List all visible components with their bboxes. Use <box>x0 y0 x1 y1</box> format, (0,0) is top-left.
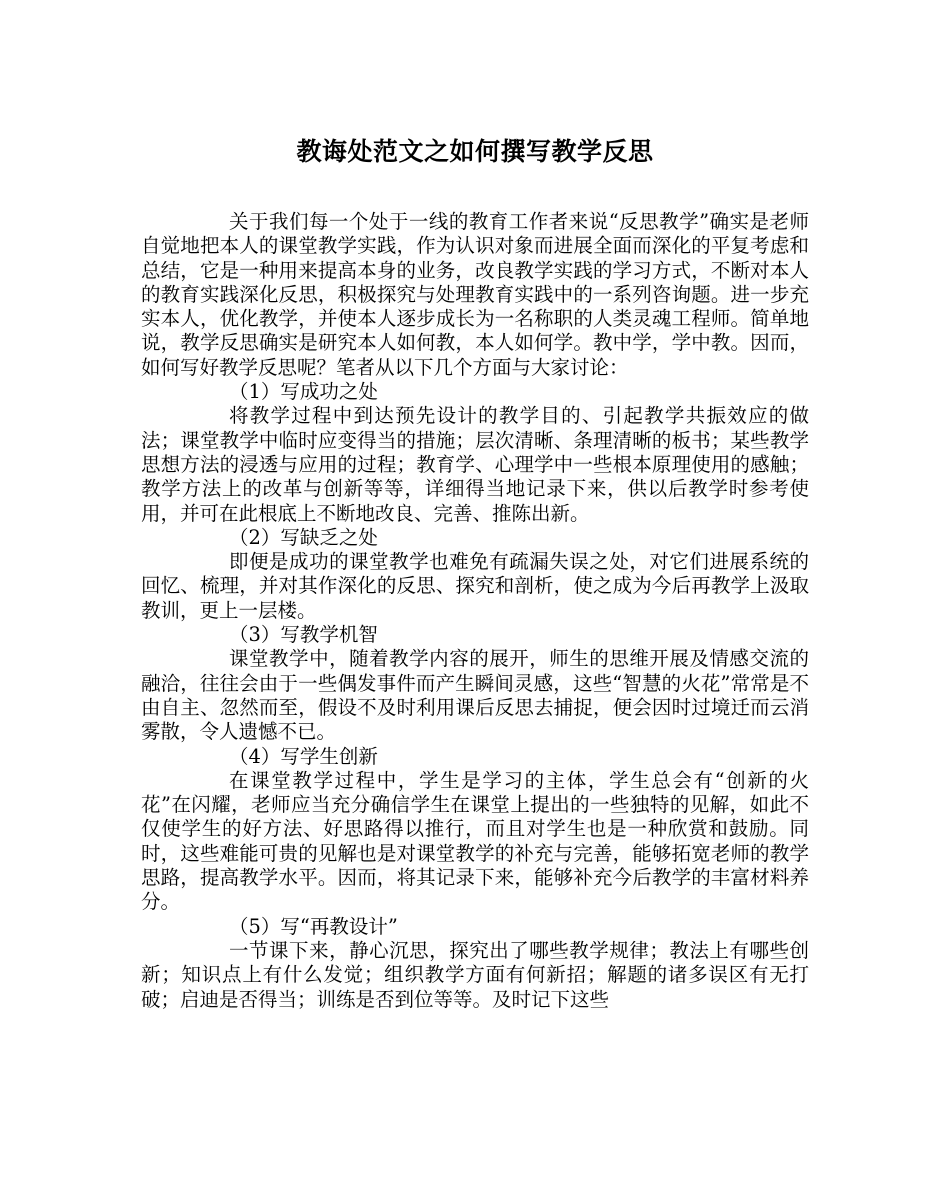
document-body <box>141 210 809 1012</box>
section-paragraph-teaching-wit: 课堂教学中，随着教学内容的展开，师生的思维开展及情感交流的融洽，往往会由于一些偶发事件而产生瞬间灵感，这些“智慧的火花”常常是不由自主、忽然而至，假设不及时利用课后反思去捕捉，便会因时过境迁而云消雾散，令人遗憾不已。 <box>141 647 809 744</box>
section-heading-redesign: （5）写“再教设计” <box>229 914 398 938</box>
section-paragraph-student-innovation: 在课堂教学过程中，学生是学习的主体，学生总会有“创新的火花”在闪耀，老师应当充分确信学生在课堂上提出的一些独特的见解，如此不仅使学生的好方法、好思路得以推行，而且对学生也是一种欣赏和鼓励。同时，这些难能可贵的见解也是对课堂教学的补充与完善，能够拓宽老师的教学思路，提高教学水平。因而，将其记录下来，能够补充今后教学的丰富材料养分。 <box>141 768 809 914</box>
section-heading-student-innovation: （4）写学生创新 <box>229 744 378 768</box>
section-heading-shortcomings: （2）写缺乏之处 <box>229 525 378 549</box>
section-paragraph-success: 将教学过程中到达预先设计的教学目的、引起教学共振效应的做法；课堂教学中临时应变得当的措施；层次清晰、条理清晰的板书；某些教学思想方法的浸透与应用的过程；教育学、心理学中一些根本原理使用的感触；教学方法上的改革与创新等等，详细得当地记录下来，供以后教学时参考使用，并可在此根底上不断地改良、完善、推陈出新。 <box>141 404 809 525</box>
page-title: 教诲处范文之如何撰写教学反思 <box>296 137 654 166</box>
section-paragraph-shortcomings: 即便是成功的课堂教学也难免有疏漏失误之处，对它们进展系统的回忆、梳理，并对其作深化的反思、探究和剖析，使之成为今后再教学上汲取教训，更上一层楼。 <box>141 550 809 622</box>
section-paragraph-redesign: 一节课下来，静心沉思，探究出了哪些教学规律；教法上有哪些创新；知识点上有什么发觉；组织教学方面有何新招；解题的诸多误区有无打破；启迪是否得当；训练是否到位等等。及时记下这些 <box>141 938 809 1011</box>
section-heading-teaching-wit: （3）写教学机智 <box>229 623 378 647</box>
section-heading-success: （1）写成功之处 <box>229 380 378 404</box>
intro-paragraph: 关于我们每一个处于一线的教育工作者来说“反思教学”确实是老师自觉地把本人的课堂教学实践，作为认识对象而进展全面而深化的平复考虑和总结，它是一种用来提高本身的业务，改良教学实践的学习方式，不断对本人的教育实践深化反思，积极探究与处理教育实践中的一系列咨询题。进一步充实本人，优化教学，并使本人逐步成长为一名称职的人类灵魂工程师。简单地说，教学反思确实是研究本人如何教，本人如何学。教中学，学中教。因而，如何写好教学反思呢？笔者从以下几个方面与大家讨论： <box>141 210 809 379</box>
